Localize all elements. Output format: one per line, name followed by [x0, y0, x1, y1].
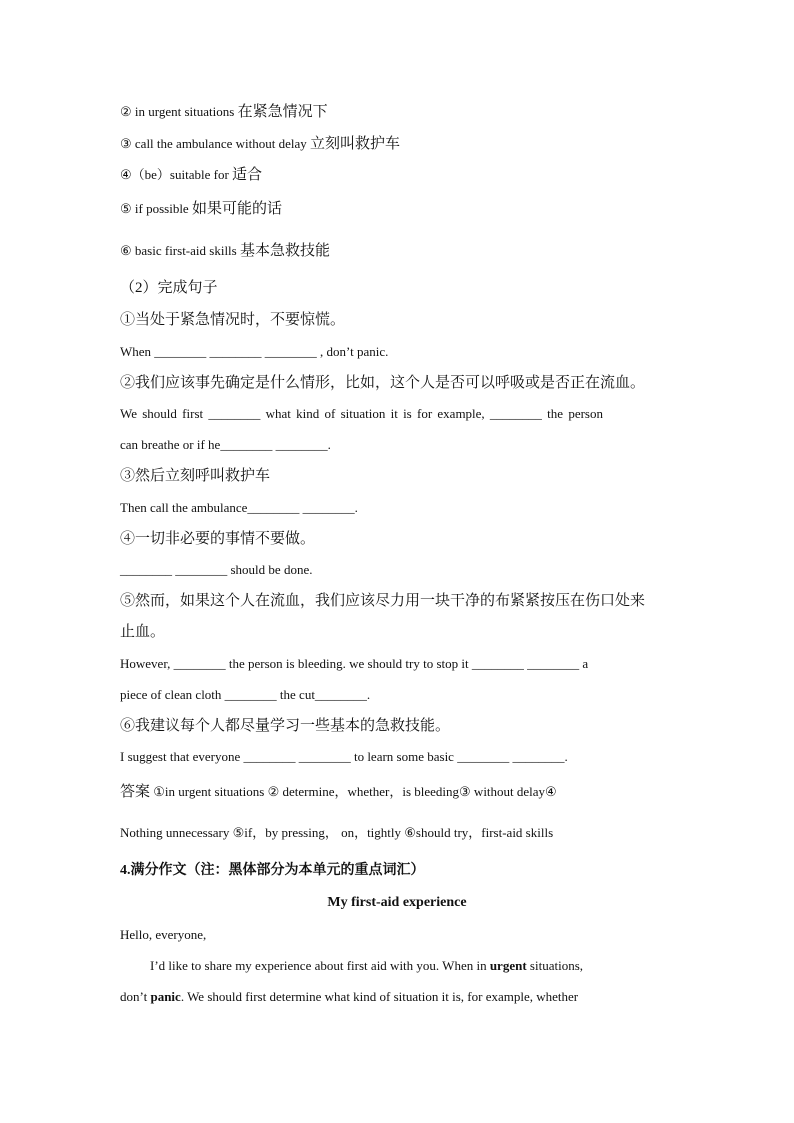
phrase-5 — [120, 200, 282, 218]
phrase-5-en: ⑤ if possible — [120, 201, 189, 216]
sentence-6-en: I suggest that everyone ________ ________ to learn some basic ________ ________. — [120, 749, 568, 764]
section-2-heading: （2）完成句子 — [120, 280, 218, 296]
sentence-3-en: Then call the ambulance________ ________. — [120, 500, 358, 515]
essay-title: My first-aid experience — [327, 895, 467, 910]
sentence-1-zh: ①当处于紧急情况时，不要惊慌。 — [120, 312, 346, 328]
sentence-6-zh: ⑥我建议每个人都尽量学习一些基本的急救技能。 — [120, 718, 451, 734]
answer-text-1: ①in urgent situations ② determine，whether，is bleeding③ without delay④ — [153, 784, 557, 799]
phrase-2-zh: 在紧急情况下 — [237, 104, 328, 120]
phrase-6 — [120, 242, 330, 260]
essay-text: don’t — [120, 989, 151, 1004]
phrase-3-zh: 立刻叫救护车 — [309, 136, 400, 152]
phrase-3-en: ③ call the ambulance without delay — [120, 136, 307, 151]
key-word-urgent: urgent — [489, 958, 527, 973]
sentence-5-en-line1: However, ________ the person is bleeding. we should try to stop it ________ ________ a — [120, 656, 589, 671]
section-4-heading: 4.满分作文（注：黑体部分为本单元的重点词汇） — [120, 863, 425, 878]
sentence-1-en: When ________ ________ ________ , don’t panic. — [120, 344, 389, 359]
essay-paragraph-line2 — [120, 988, 578, 1006]
phrase-4 — [120, 166, 262, 184]
essay-text: . We should first determine what kind of situation it is, for example, whether — [180, 989, 579, 1004]
phrase-6-en: ⑥ basic first-aid skills — [120, 243, 237, 258]
phrase-4-en: ④（be）suitable for — [120, 167, 229, 182]
essay-text: situations, — [526, 958, 584, 973]
phrase-2 — [120, 103, 328, 121]
sentence-5-zh-line1: ⑤然而，如果这个人在流血，我们应该尽力用一块干净的布紧紧按压在伤口处来 — [120, 593, 646, 609]
sentence-2-en-line2: can breathe or if he________ ________. — [120, 437, 331, 452]
sentence-4-en: ________ ________ should be done. — [120, 562, 313, 577]
phrase-3 — [120, 135, 400, 153]
sentence-5-zh-line2: 止血。 — [120, 624, 166, 640]
phrase-4-zh: 适合 — [232, 167, 263, 183]
answer-line1 — [120, 783, 557, 801]
sentence-4-zh: ④一切非必要的事情不要做。 — [120, 531, 316, 547]
key-word-panic: panic — [150, 989, 181, 1004]
phrase-6-zh: 基本急救技能 — [239, 243, 330, 259]
sentence-3-zh: ③然后立刻呼叫救护车 — [120, 468, 271, 484]
phrase-2-en: ② in urgent situations — [120, 104, 235, 119]
sentence-2-en-line1: We should first ________ what kind of situation it is for example, ________ the person — [120, 406, 603, 421]
phrase-5-zh: 如果可能的话 — [191, 201, 282, 217]
essay-greeting: Hello, everyone, — [120, 927, 207, 942]
essay-text: I’d like to share my experience about first aid with you. When in — [150, 958, 490, 973]
answer-label: 答案 — [120, 784, 151, 800]
sentence-5-en-line2: piece of clean cloth ________ the cut________. — [120, 687, 371, 702]
answer-line2: Nothing unnecessary ⑤if，by pressing， on，tightly ⑥should try，first-aid skills — [120, 825, 554, 840]
sentence-2-zh: ②我们应该事先确定是什么情形，比如，这个人是否可以呼吸或是否正在流血。 — [120, 375, 646, 391]
essay-paragraph-line1 — [150, 957, 583, 975]
